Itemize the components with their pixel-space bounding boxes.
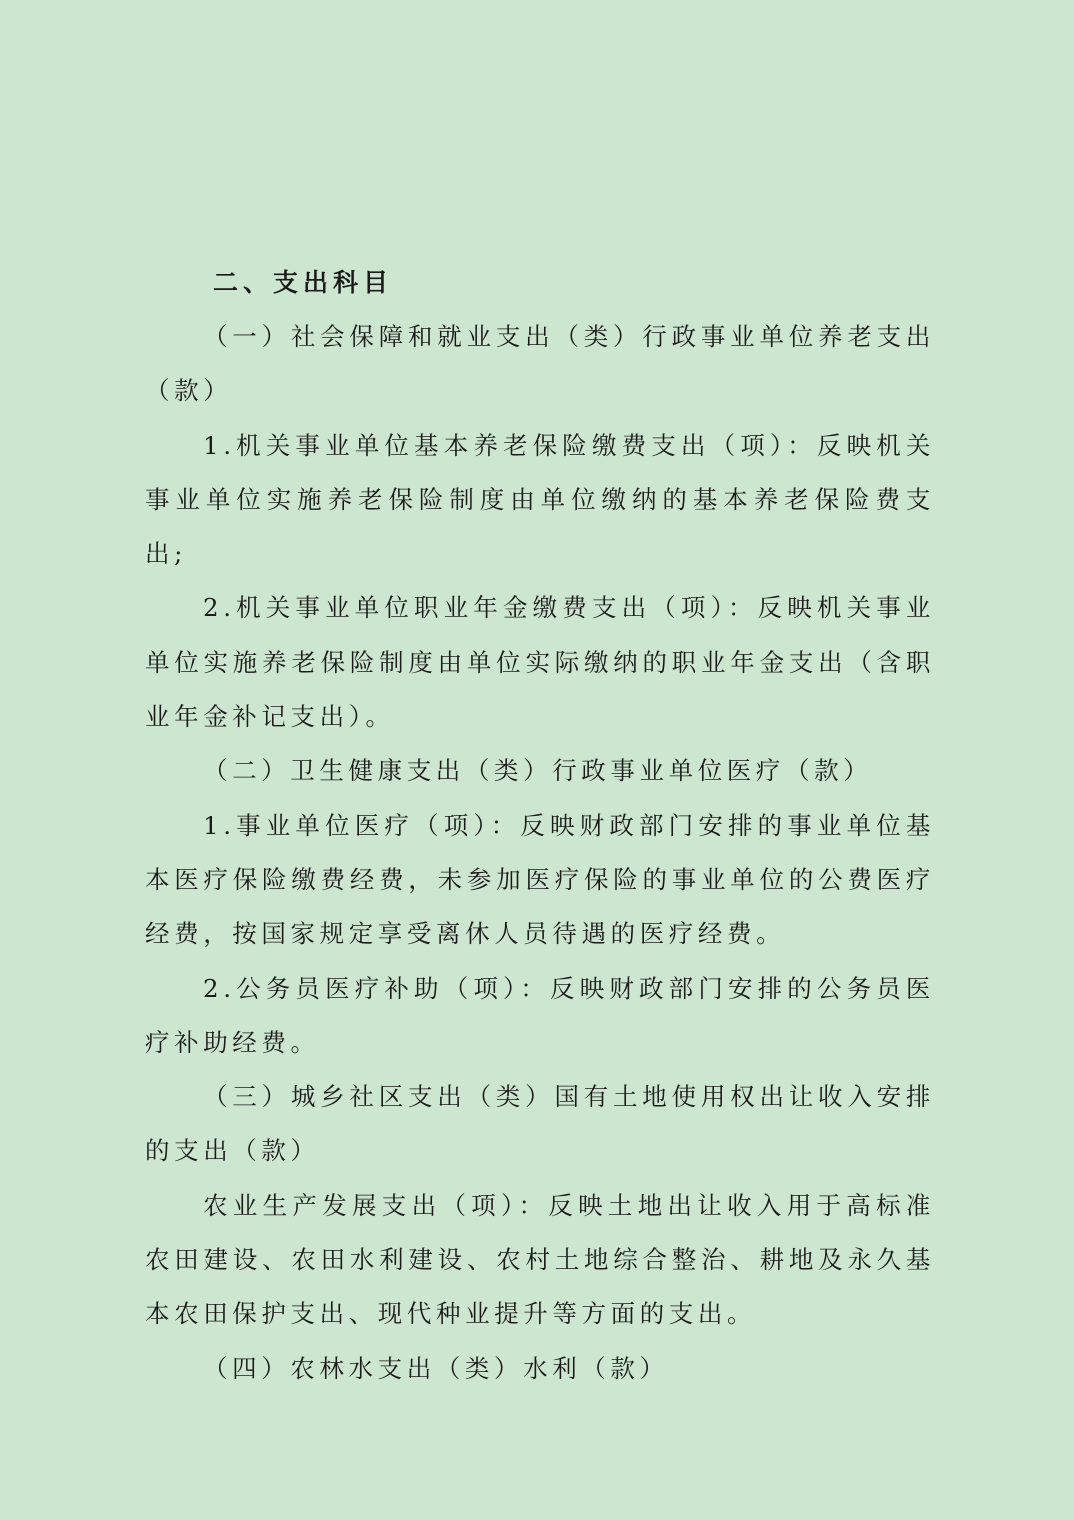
paragraph-agriculture-water: （四）农林水支出（类）水利（款） bbox=[203, 1353, 669, 1383]
paragraph-agriculture-production: 农业生产发展支出（项）：反映土地出让收入用于高标准农田建设、农田水利建设、农村土地综合整治、耕地及永久基本农田保护支出、现代种业提升等方面的支出。 bbox=[145, 1190, 935, 1329]
paragraph-civil-servant-medical: 2.公务员医疗补助（项）：反映财政部门安排的公务员医疗补助经费。 bbox=[145, 973, 935, 1057]
paragraph-social-security: （一）社会保障和就业支出（类）行政事业单位养老支出（款） bbox=[145, 322, 935, 406]
paragraph-basic-pension: 1.机关事业单位基本养老保险缴费支出（项）：反映机关事业单位实施养老保险制度由单位缴纳的基本养老保险费支出; bbox=[145, 430, 935, 569]
paragraph-health: （二）卫生健康支出（类）行政事业单位医疗（款） bbox=[203, 756, 873, 786]
document-body bbox=[145, 256, 935, 1396]
paragraph-occupational-annuity: 2.机关事业单位职业年金缴费支出（项）：反映机关事业单位实施养老保险制度由单位实际缴纳的职业年金支出（含职业年金补记支出）。 bbox=[145, 593, 935, 732]
paragraph-urban-rural: （三）城乡社区支出（类）国有土地使用权出让收入安排的支出（款） bbox=[145, 1082, 935, 1166]
paragraph-institution-medical: 1.事业单位医疗（项）：反映财政部门安排的事业单位基本医疗保险缴费经费，未参加医疗保险的事业单位的公费医疗经费，按国家规定享受离休人员待遇的医疗经费。 bbox=[145, 810, 935, 949]
section-heading: 二、支出科目 bbox=[213, 268, 394, 297]
